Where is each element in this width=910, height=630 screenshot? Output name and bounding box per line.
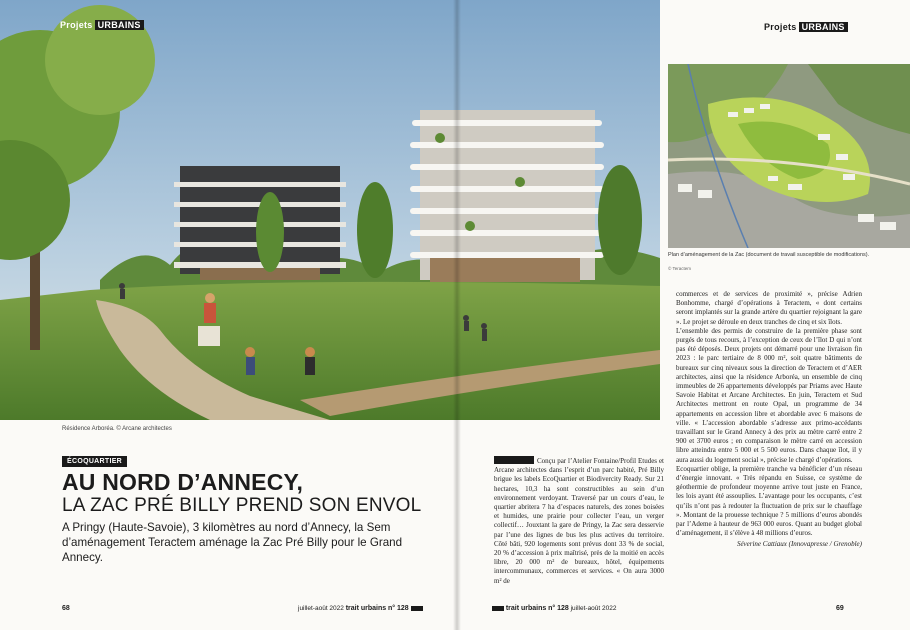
building-right (410, 110, 604, 282)
issue-bar (492, 606, 504, 611)
article-kicker: ÉCOQUARTIER (62, 456, 127, 467)
page-number-left: 68 (62, 605, 70, 612)
section-tag-right: Projets URBAINS (764, 22, 848, 32)
column-marker (494, 456, 534, 464)
issue-line-right: trait urbains n° 128 juillet-août 2022 (492, 605, 617, 612)
zac-masterplan-map (668, 64, 910, 248)
issue-bar (411, 606, 423, 611)
article-standfirst: A Pringy (Haute-Savoie), 3 kilomètres au nord d’Annecy, la Sem d’aménagement Teractem aménage la Zac Pré Billy pour le Grand Annecy. (62, 521, 403, 564)
paragraph: commerces et de services de proximité », précise Adrien Bonhomme, chargé d’opérations à Teractem, « dont certains seront implantés sur la grande artère du quartier rejoignant la gare ». Le projet se déroule en deux tranches de cinq et six îlots. (676, 290, 862, 326)
issue-line-left: juillet-août 2022 trait urbains n° 128 (298, 605, 423, 612)
body-column-2 (676, 290, 862, 550)
section-tag-left: Projets URBAINS (60, 20, 144, 30)
headline-line-1: AU NORD D’ANNECY, (62, 469, 304, 495)
paragraph: L’ensemble des permis de construire de la première phase sont purgés de tous recours, à l’exception de ceux de l’îlot D qui n’ont pas été déposés. Deux projets ont démarré pour une livraison fin 2023 : le parc tertiaire de 8 000 m², soit quatre bâtiments de bureaux sur cinq niveaux sous la direction de Teractem et d’AER architectes, ainsi que la résidence Arboréa, un ensemble de cinq immeubles de 26 appartements développés par Priams avec Haute Savoie Habitat et Arcane Architectes. En juin, Teractem et Sud Architectes mettront en route Opal, un programme de 34 appartements en accession libre et abordable avec 6 maisons de ville. « L’accession abordable s’adresse aux primo-accédants travaillant sur le Grand Annecy à des prix au mètre carré entre 2 900 et 3700 euros ; en comparaison le mètre carré en accession libre atteindra entre 5 000 et 5 500 euros. Dans chaque îlot, il y aura aussi du logement social », précise le chargé d’opérations. (676, 326, 862, 464)
photo-caption: Résidence Arboréa. © Arcane architectes (62, 426, 172, 432)
article-headline (62, 470, 452, 517)
headline-line-2: LA ZAC PRÉ BILLY PREND SON ENVOL (62, 495, 422, 516)
map-credit: © Teractem (668, 266, 691, 271)
residence-photo (0, 0, 660, 420)
body-column-1: Conçu par l’Atelier Fontaine/Profil Etudes et Arcane architectes dans l’esprit d’un parc habité, Pré Billy brigue les labels EcoQuartier et Biodivercity Ready. Sur 21 hectares, 10,3 ha sont constructibles au sein d’un environnement verdoyant. Traversé par un cours d’eau, le quartier abritera 7 ha d’espaces naturels, des zones boisées et humides, une prairie pour collecter l’eau, un verger collectif… Jouxtant la gare de Pringy, la Zac sera desservie par l’une des lignes de bus les plus actives du territoire. Côté bâti, 920 logements sont prévus dont 33 % de social, 20 % d’accession à prix maîtrisé, près de la moitié en accès libre, 20 000 m² de bureaux, hôtel, équipements intercommunaux, commerces et services. « On aura 3000 m² de (494, 457, 664, 585)
author-signature: Séverine Cattiaux (Innovapresse / Grenoble) (736, 540, 862, 549)
spread-gutter (453, 0, 461, 630)
page-number-right: 69 (836, 605, 844, 612)
map-caption: Plan d’aménagement de la Zac (document de travail susceptible de modifications). (668, 252, 870, 258)
paragraph: Ecoquartier oblige, la première tranche va bénéficier d’un réseau d’énergie innovant. « Très répandu en Suisse, ce système de géothermie de profondeur moyenne arrive tout juste en France, les lois ayant été assouplies. L’avantage pour les occupants, c’est qu’ils n’ont pas à redouter la fluctuation de prix sur le chauffage ». Montant de la prouesse technique ? 5 millions d’euros abondés par l’Ademe à hauteur de 963 000 euros. Quant au budget global d’aménagement, il s’élève à 48 millions d’euros. (676, 464, 862, 538)
